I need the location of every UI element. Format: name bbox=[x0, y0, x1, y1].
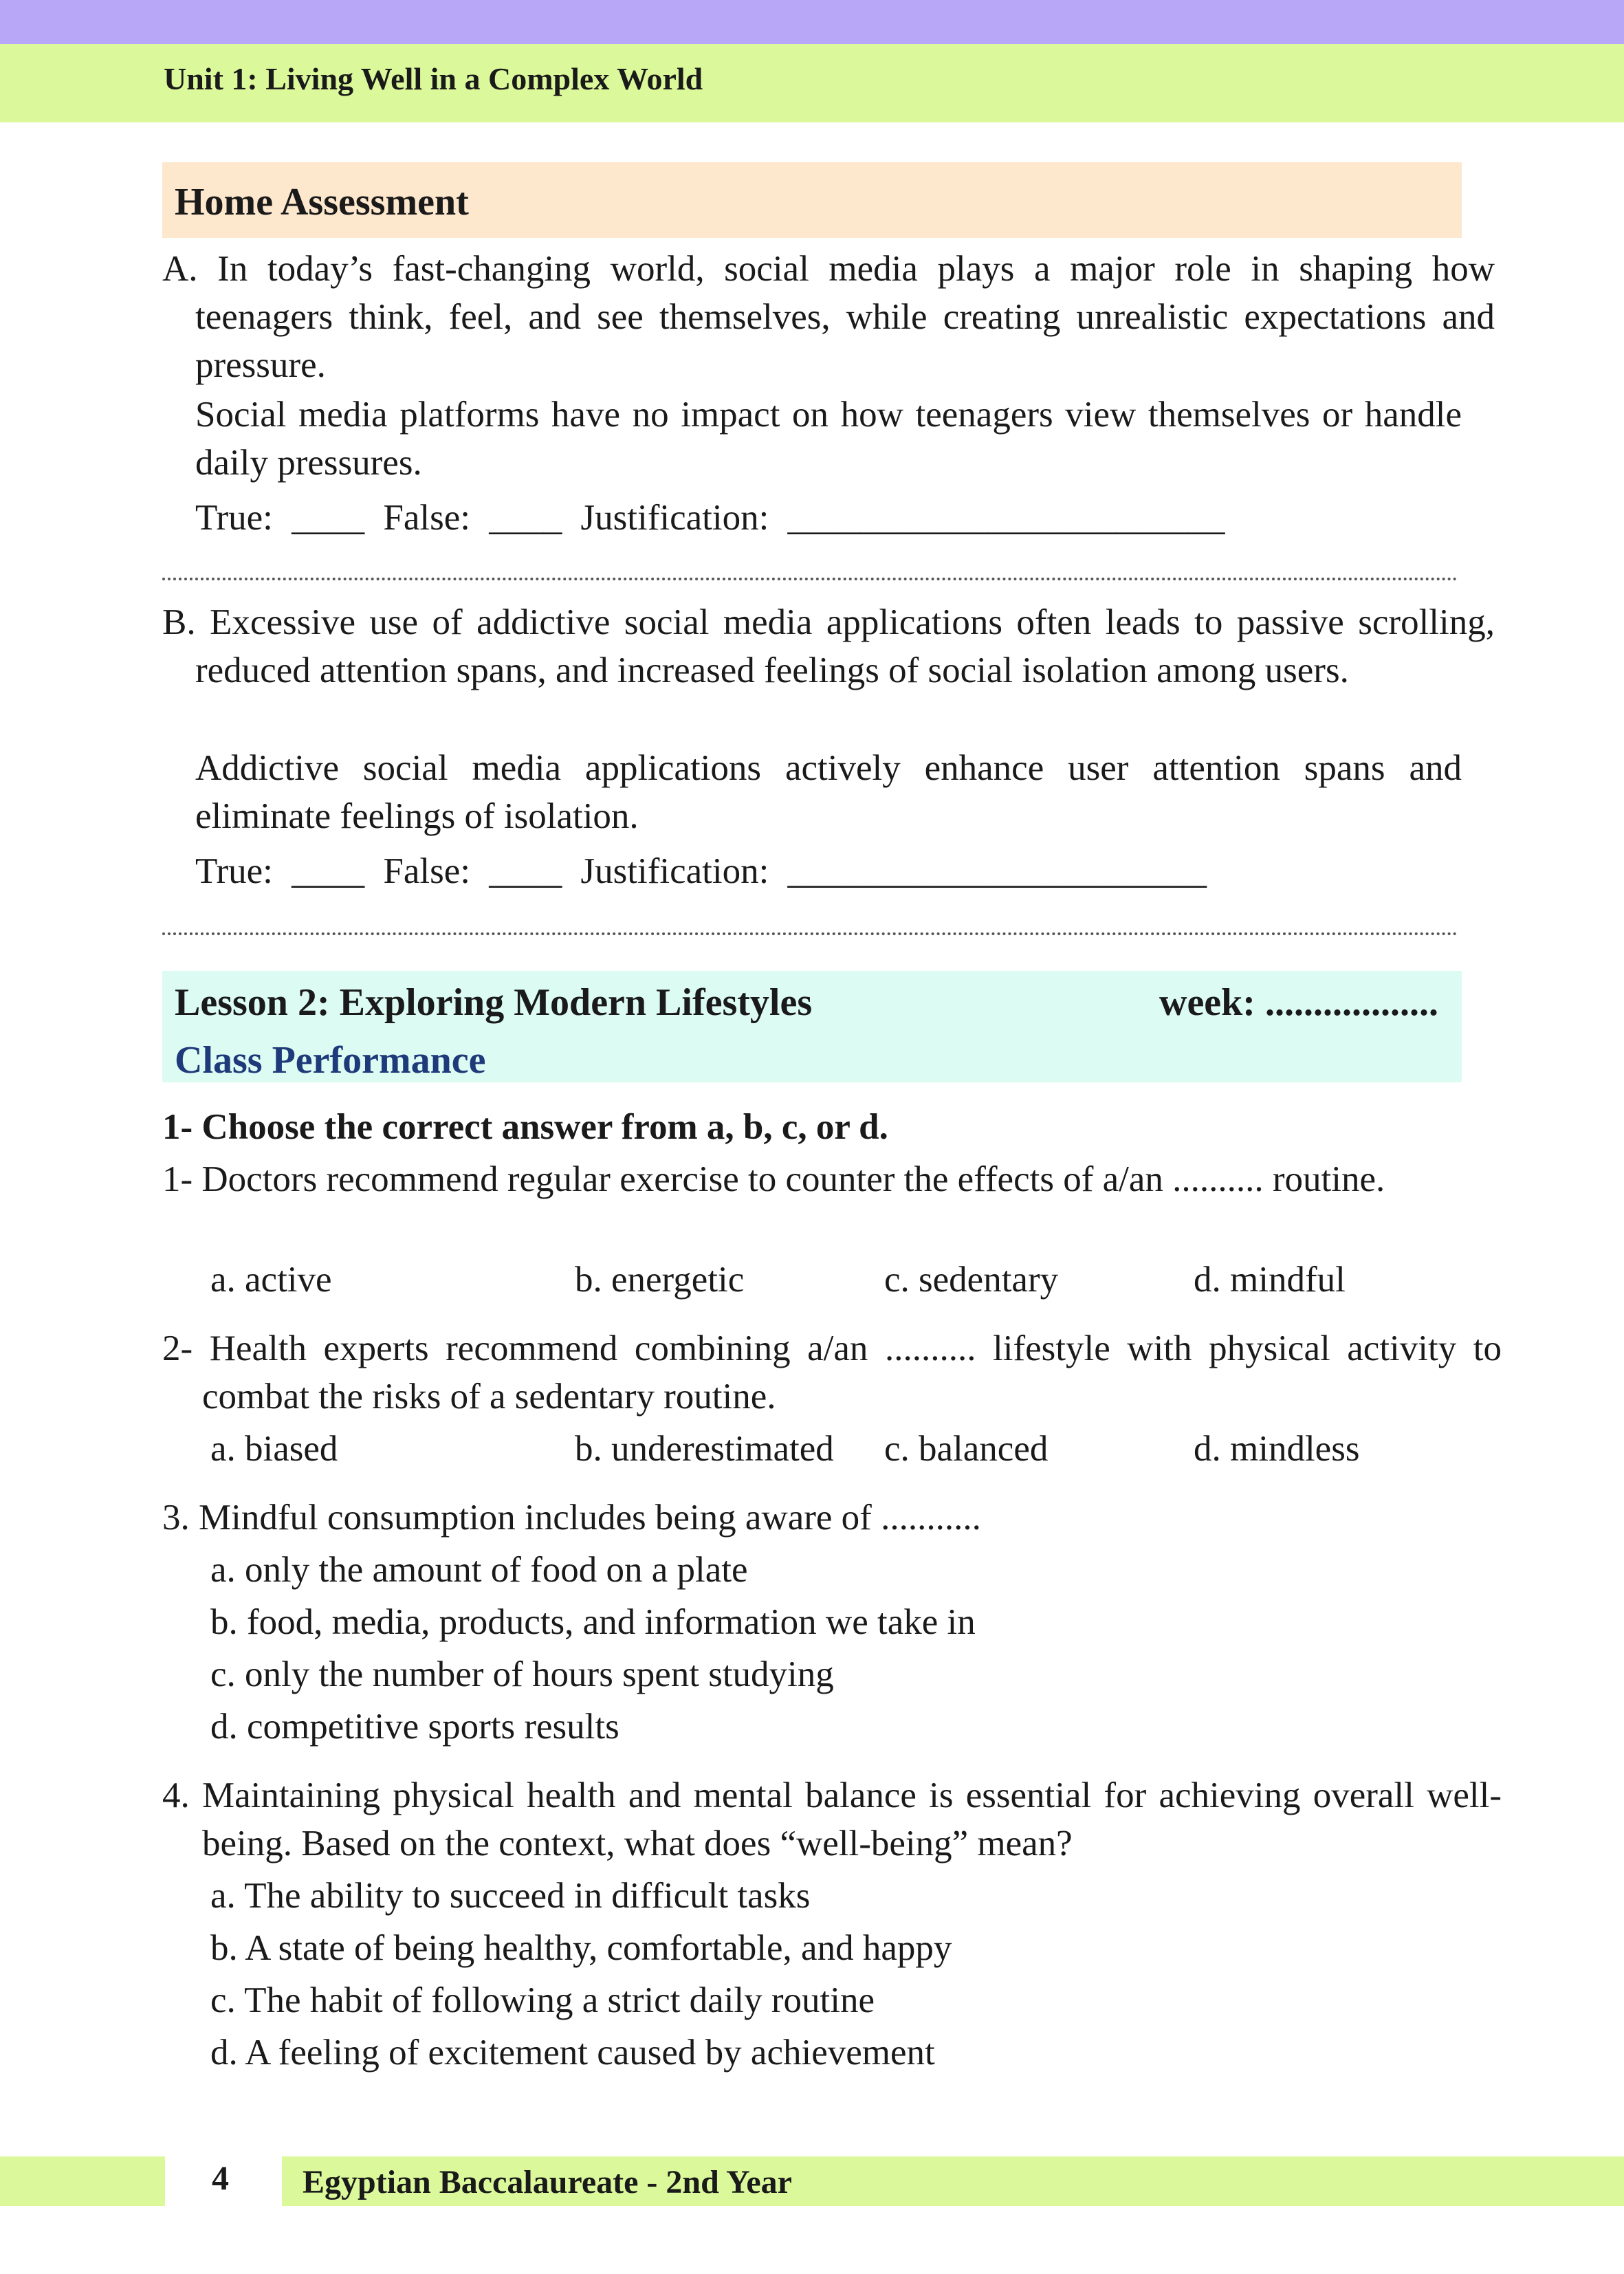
footer-band-left bbox=[0, 2156, 165, 2206]
class-performance-heading: Class Performance bbox=[175, 1039, 486, 1082]
question-3-option-b: b. food, media, products, and information we take in bbox=[210, 1602, 976, 1642]
dotted-divider bbox=[162, 578, 1458, 580]
exercise-instruction: 1- Choose the correct answer from a, b, c, or d. bbox=[162, 1107, 888, 1147]
question-2-option-a: a. biased bbox=[210, 1429, 338, 1469]
question-1-option-d: d. mindful bbox=[1194, 1260, 1346, 1300]
item-b-answer-line: True: ____ False: ____ Justification: _______________________ bbox=[195, 851, 1207, 891]
item-b-claim: Addictive social media applications actively enhance user attention spans and eliminate feelings of isolation. bbox=[195, 748, 1462, 836]
question-3-option-d: d. competitive sports results bbox=[210, 1707, 619, 1747]
question-3-option-c: c. only the number of hours spent studying bbox=[210, 1654, 834, 1694]
week-label: week: .................. bbox=[1159, 981, 1438, 1024]
item-a-statement: A. In today’s fast-changing world, social media plays a major role in shaping how teenagers think, feel, and see themselves, while creating unrealistic expectations and pressure. bbox=[162, 249, 1495, 385]
question-2-option-c: c. balanced bbox=[884, 1429, 1049, 1469]
question-1-option-c: c. sedentary bbox=[884, 1260, 1059, 1300]
item-b-statement: B. Excessive use of addictive social media applications often leads to passive scrolling, reduced attention spans, and increased feelings of social isolation among users. bbox=[162, 602, 1495, 690]
question-4-option-d: d. A feeling of excitement caused by achievement bbox=[210, 2033, 935, 2073]
question-2-option-b: b. underestimated bbox=[575, 1429, 834, 1469]
question-1: 1- Doctors recommend regular exercise to counter the effects of a/an .......... routine. bbox=[162, 1159, 1385, 1199]
question-4-option-b: b. A state of being healthy, comfortable, and happy bbox=[210, 1928, 952, 1968]
top-color-band bbox=[0, 0, 1624, 44]
question-2: 2- Health experts recommend combining a/an .......... lifestyle with physical activity to combat the risks of a sedentary routine. bbox=[162, 1329, 1502, 1417]
question-3: 3. Mindful consumption includes being aware of ........... bbox=[162, 1498, 981, 1538]
question-2-option-d: d. mindless bbox=[1194, 1429, 1360, 1469]
home-assessment-title: Home Assessment bbox=[175, 181, 469, 223]
home-assessment-bar bbox=[162, 162, 1462, 238]
unit-title: Unit 1: Living Well in a Complex World bbox=[164, 61, 703, 96]
question-1-option-b: b. energetic bbox=[575, 1260, 745, 1300]
question-4-option-c: c. The habit of following a strict daily routine bbox=[210, 1980, 875, 2020]
question-4: 4. Maintaining physical health and mental balance is essential for achieving overall well-being. Based on the context, what does “well-being” mean? bbox=[162, 1775, 1502, 1863]
footer-text: Egyptian Baccalaureate - 2nd Year bbox=[303, 2164, 792, 2200]
item-a-answer-line: True: ____ False: ____ Justification: ________________________ bbox=[195, 498, 1225, 538]
question-1-option-a: a. active bbox=[210, 1260, 332, 1300]
item-a-claim: Social media platforms have no impact on how teenagers view themselves or handle daily pressures. bbox=[195, 395, 1462, 483]
dotted-divider bbox=[162, 932, 1458, 935]
question-3-option-a: a. only the amount of food on a plate bbox=[210, 1550, 748, 1590]
lesson-title: Lesson 2: Exploring Modern Lifestyles bbox=[175, 981, 813, 1024]
lesson-bar bbox=[162, 971, 1462, 1082]
question-4-option-a: a. The ability to succeed in difficult tasks bbox=[210, 1876, 811, 1916]
page-number: 4 bbox=[212, 2158, 229, 2197]
